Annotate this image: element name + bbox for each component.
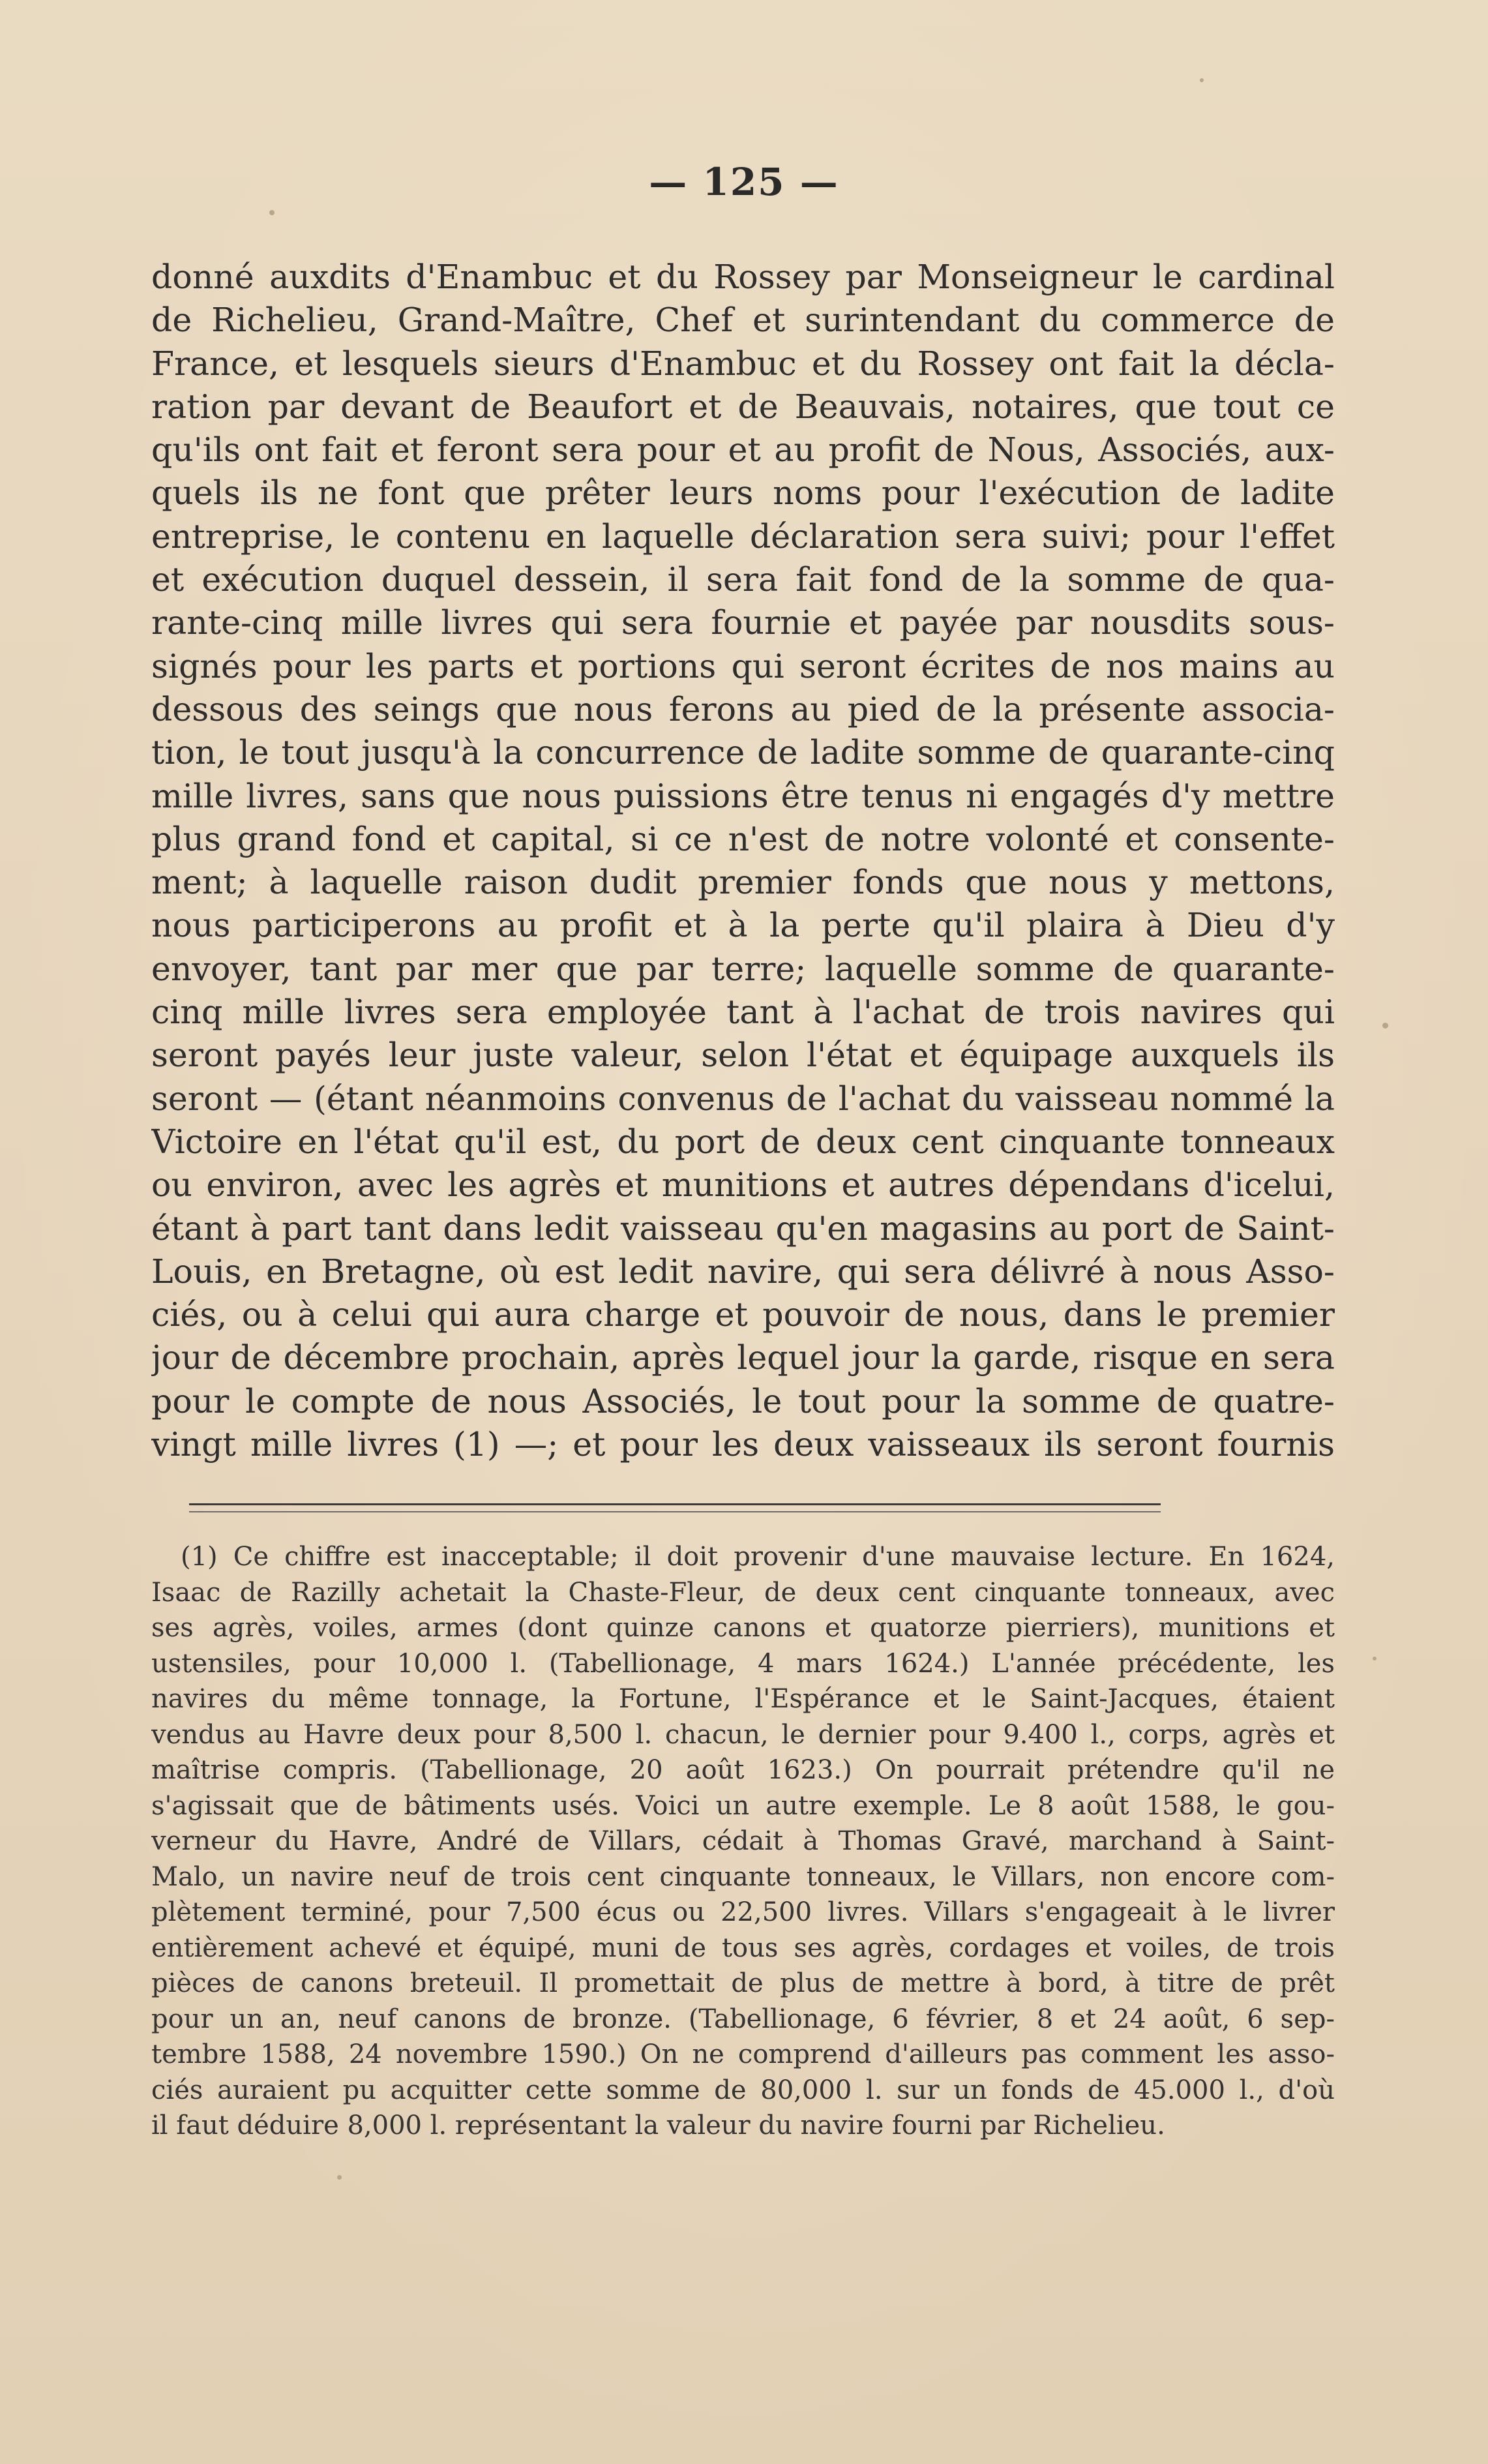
paper-speck	[1373, 1657, 1376, 1660]
text-line: pour le compte de nous Associés, le tout pour la somme de quatre-	[151, 1381, 1335, 1420]
footnote-line: plètement terminé, pour 7,500 écus ou 22,500 livres. Villars s'engageait à le livrer	[151, 1897, 1335, 1927]
text-line: seront — (étant néanmoins convenus de l'achat du vaisseau nommé la	[151, 1079, 1335, 1118]
footnote-line: pièces de canons breteuil. Il promettait de plus de mettre à bord, à titre de prêt	[151, 1968, 1335, 1998]
text-line: quels ils ne font que prêter leurs noms pour l'exécution de ladite	[151, 473, 1335, 513]
text-line: jour de décembre prochain, après lequel jour la garde, risque en sera	[151, 1338, 1335, 1377]
text-line: vingt mille livres (1) —; et pour les deux vaisseaux ils seront fournis	[151, 1425, 1335, 1464]
footnote-line: il faut déduire 8,000 l. représentant la valeur du navire fourni par Richelieu.	[151, 2111, 1165, 2141]
footnote-separator-secondary	[189, 1511, 1161, 1512]
paper-speck	[1200, 78, 1204, 82]
footnote-line: s'agissait que de bâtiments usés. Voici un autre exemple. Le 8 août 1588, le gou-	[151, 1790, 1335, 1821]
text-line: Louis, en Bretagne, où est ledit navire, qui sera délivré à nous Asso-	[151, 1252, 1335, 1291]
footnote-line: ciés auraient pu acquitter cette somme de 80,000 l. sur un fonds de 45.000 l., d'où	[151, 2075, 1335, 2105]
footnote-line: verneur du Havre, André de Villars, cédait à Thomas Gravé, marchand à Saint-	[151, 1826, 1335, 1856]
text-line: étant à part tant dans ledit vaisseau qu'en magasins au port de Saint-	[151, 1209, 1335, 1248]
text-line: dessous des seings que nous ferons au pied de la présente associa-	[151, 689, 1335, 729]
page-number: — 125 —	[649, 160, 839, 204]
footnote-line: pour un an, neuf canons de bronze. (Tabellionage, 6 février, 8 et 24 août, 6 sep-	[151, 2004, 1335, 2034]
text-line: et exécution duquel dessein, il sera fait fond de la somme de qua-	[151, 560, 1335, 599]
footnote-line: (1) Ce chiffre est inacceptable; il doit provenir d'une mauvaise lecture. En 1624,	[181, 1542, 1335, 1572]
paper-speck	[269, 210, 275, 215]
text-line: envoyer, tant par mer que par terre; laquelle somme de quarante-	[151, 949, 1335, 988]
text-line: qu'ils ont fait et feront sera pour et au profit de Nous, Associés, aux-	[151, 430, 1335, 470]
text-line: cinq mille livres sera employée tant à l'achat de trois navires qui	[151, 993, 1335, 1032]
text-line: nous participerons au profit et à la perte qu'il plaira à Dieu d'y	[151, 906, 1335, 945]
footnote-line: Isaac de Razilly achetait la Chaste-Fleur, de deux cent cinquante tonneaux, avec	[151, 1577, 1335, 1608]
paper-speck	[337, 2175, 342, 2180]
text-line: tion, le tout jusqu'à la concurrence de ladite somme de quarante-cinq	[151, 733, 1335, 772]
footnote-line: tembre 1588, 24 novembre 1590.) On ne comprend d'ailleurs pas comment les asso-	[151, 2039, 1335, 2069]
footnote-line: ustensiles, pour 10,000 l. (Tabellionage, 4 mars 1624.) L'année précédente, les	[151, 1648, 1335, 1679]
footnote-separator	[189, 1503, 1161, 1505]
text-line: ciés, ou à celui qui aura charge et pouvoir de nous, dans le premier	[151, 1295, 1335, 1334]
text-line: donné auxdits d'Enambuc et du Rossey par Monseigneur le cardinal	[151, 258, 1335, 296]
text-line: mille livres, sans que nous puissions être tenus ni engagés d'y mettre	[151, 776, 1335, 815]
footnote-line: entièrement achevé et équipé, muni de tous ses agrès, cordages et voiles, de trois	[151, 1932, 1335, 1963]
text-line: Victoire en l'état qu'il est, du port de deux cent cinquante tonneaux	[151, 1122, 1335, 1161]
text-line: rante-cinq mille livres qui sera fournie et payée par nousdits sous-	[151, 603, 1335, 642]
text-line: signés pour les parts et portions qui seront écrites de nos mains au	[151, 646, 1335, 685]
footnote-line: ses agrès, voiles, armes (dont quinze canons et quatorze pierriers), munitions et	[151, 1613, 1335, 1643]
text-line: seront payés leur juste valeur, selon l'état et équipage auxquels ils	[151, 1036, 1335, 1075]
text-line: plus grand fond et capital, si ce n'est de notre volonté et consente-	[151, 819, 1335, 858]
footnote-line: maîtrise compris. (Tabellionage, 20 août 1623.) On pourrait prétendre qu'il ne	[151, 1755, 1335, 1785]
footnote-line: vendus au Havre deux pour 8,500 l. chacun, le dernier pour 9.400 l., corps, agrès et	[151, 1719, 1335, 1750]
text-line: entreprise, le contenu en laquelle déclaration sera suivi; pour l'effet	[151, 517, 1335, 556]
footnote-line: Malo, un navire neuf de trois cent cinquante tonneaux, le Villars, non encore com-	[151, 1861, 1335, 1892]
text-line: de Richelieu, Grand-Maître, Chef et surintendant du commerce de	[151, 301, 1335, 340]
text-line: ration par devant de Beaufort et de Beauvais, notaires, que tout ce	[151, 387, 1335, 426]
footnote-line: navires du même tonnage, la Fortune, l'Espérance et le Saint-Jacques, étaient	[151, 1684, 1335, 1714]
main-text	[151, 256, 1335, 1466]
footnote	[151, 1539, 1335, 2144]
text-line: ment; à laquelle raison dudit premier fonds que nous y mettons,	[151, 863, 1335, 902]
paper-speck	[1382, 1023, 1388, 1029]
text-line: ou environ, avec les agrès et munitions et autres dépendans d'icelui,	[151, 1165, 1335, 1205]
text-line: France, et lesquels sieurs d'Enambuc et du Rossey ont fait la décla-	[151, 344, 1335, 383]
